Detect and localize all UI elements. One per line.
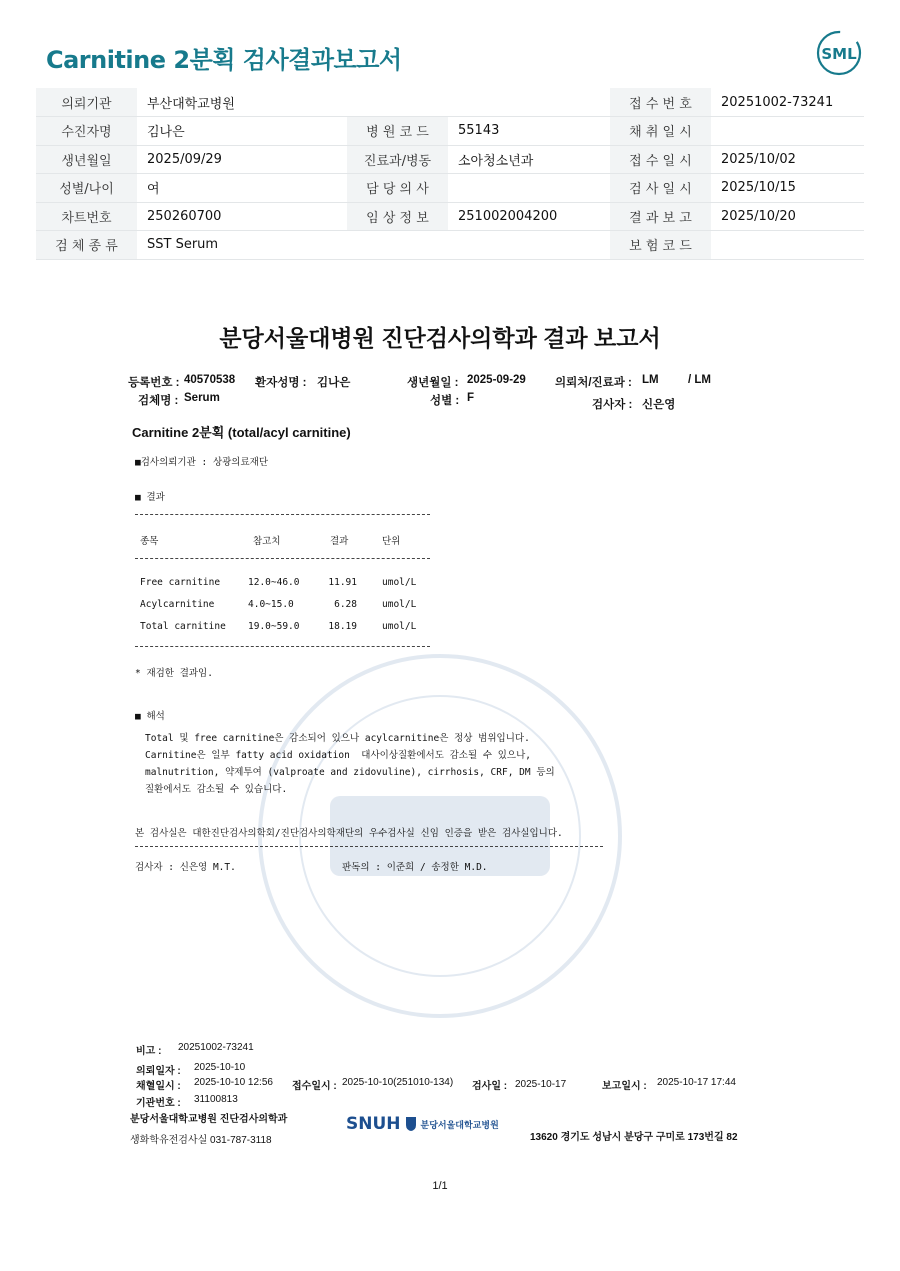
page-number: 1/1 bbox=[432, 1180, 448, 1192]
snuh-logo bbox=[346, 1114, 499, 1134]
divider bbox=[135, 846, 603, 847]
info-value bbox=[448, 174, 610, 203]
result-ref: 19.0~59.0 bbox=[248, 621, 300, 632]
patient-name-label: 환자성명 : bbox=[255, 377, 307, 389]
info-label: 진료과/병동 bbox=[347, 145, 448, 174]
info-label: 임 상 정 보 bbox=[347, 202, 448, 231]
results-heading: ■ 결과 bbox=[135, 492, 165, 503]
interp-line: 질환에서도 감소될 수 있습니다. bbox=[145, 784, 288, 795]
info-label bbox=[347, 88, 448, 117]
shield-icon bbox=[405, 1116, 417, 1132]
info-label: 검 체 종 류 bbox=[36, 231, 137, 260]
col-item-header: 종목 bbox=[140, 536, 159, 547]
info-row bbox=[36, 231, 864, 260]
snuh-logo-subtitle: 분당서울대학교병원 bbox=[420, 1119, 499, 1130]
inst-label: 기관번호 : bbox=[136, 1098, 181, 1109]
info-label: 검 사 일 시 bbox=[610, 174, 711, 203]
info-value: 55143 bbox=[448, 117, 610, 146]
info-label: 수진자명 bbox=[36, 117, 137, 146]
collect-label: 채혈일시 : bbox=[136, 1081, 181, 1092]
info-value: SST Serum bbox=[137, 231, 347, 260]
result-ref: 12.0~46.0 bbox=[248, 577, 300, 588]
address: 13620 경기도 성남시 분당구 구미로 173번길 82 bbox=[530, 1132, 738, 1143]
result-item: Acylcarnitine bbox=[140, 599, 215, 610]
result-result: 6.28 bbox=[334, 599, 357, 610]
info-value: 여 bbox=[137, 174, 347, 203]
test-date-value: 2025-10-17 bbox=[515, 1079, 567, 1090]
collect-value: 2025-10-10 12:56 bbox=[194, 1077, 273, 1088]
info-value bbox=[448, 88, 610, 117]
info-label: 병 원 코 드 bbox=[347, 117, 448, 146]
info-value: 251002004200 bbox=[448, 202, 610, 231]
col-result-header: 결과 bbox=[330, 536, 349, 547]
info-value bbox=[711, 117, 864, 146]
info-value: 2025/10/20 bbox=[711, 202, 864, 231]
interp-heading: ■ 해석 bbox=[135, 711, 165, 722]
signer-line: 검사자 : 신은영 M.T. bbox=[135, 862, 236, 873]
info-label: 성별/나이 bbox=[36, 174, 137, 203]
info-row bbox=[36, 174, 864, 203]
report-date-label: 보고일시 : bbox=[602, 1081, 647, 1092]
divider bbox=[135, 646, 430, 647]
birth-label: 생년월일 : bbox=[407, 377, 459, 389]
info-value: 김나은 bbox=[137, 117, 347, 146]
tester-label: 검사자 : bbox=[592, 399, 633, 411]
result-ref: 4.0~15.0 bbox=[248, 599, 294, 610]
info-value: 2025/09/29 bbox=[137, 145, 347, 174]
dept-value: LM bbox=[642, 374, 659, 386]
interp-line: Total 및 free carnitine은 감소되어 있으나 acylcarnitine은 정상 범위입니다. bbox=[145, 733, 530, 744]
lab-name: 생화학유전검사실 031-787-3118 bbox=[130, 1135, 272, 1146]
col-unit-header: 단위 bbox=[382, 536, 401, 547]
info-value: 2025/10/15 bbox=[711, 174, 864, 203]
info-label: 결 과 보 고 bbox=[610, 202, 711, 231]
interp-line: malnutrition, 약제투여 (valproate and zidovuline), cirrhosis, CRF, DM 등의 bbox=[145, 767, 555, 778]
result-unit: umol/L bbox=[382, 621, 417, 632]
info-label: 담 당 의 사 bbox=[347, 174, 448, 203]
info-value bbox=[448, 231, 610, 260]
info-value: 20251002-73241 bbox=[711, 88, 864, 117]
sex-label: 성별 : bbox=[430, 395, 460, 407]
lab-report-image bbox=[120, 296, 760, 1196]
col-ref-header: 참고치 bbox=[253, 536, 281, 547]
inst-value: 31100813 bbox=[194, 1094, 238, 1105]
info-value: 2025/10/02 bbox=[711, 145, 864, 174]
patient-name-value: 김나은 bbox=[317, 377, 351, 389]
info-label: 접 수 일 시 bbox=[610, 145, 711, 174]
info-label: 차트번호 bbox=[36, 202, 137, 231]
info-value: 부산대학교병원 bbox=[137, 88, 347, 117]
result-result: 18.19 bbox=[328, 621, 357, 632]
specimen-label: 검체명 : bbox=[138, 395, 179, 407]
report-title: 분당서울대병원 진단검사의학과 결과 보고서 bbox=[219, 325, 661, 351]
sml-logo-text: SML bbox=[821, 45, 857, 63]
info-row bbox=[36, 117, 864, 146]
result-item: Free carnitine bbox=[140, 577, 221, 588]
info-label: 생년월일 bbox=[36, 145, 137, 174]
reg-number-value: 40570538 bbox=[184, 374, 236, 386]
result-unit: umol/L bbox=[382, 577, 417, 588]
report-date-value: 2025-10-17 17:44 bbox=[657, 1077, 736, 1088]
divider bbox=[135, 514, 430, 515]
receipt-label: 접수일시 : bbox=[292, 1081, 337, 1092]
specimen-value: Serum bbox=[184, 392, 220, 404]
remark-value: 20251002-73241 bbox=[178, 1042, 254, 1053]
req-date-value: 2025-10-10 bbox=[194, 1062, 246, 1073]
report-header-title: Carnitine 2분획 검사결과보고서 bbox=[46, 46, 402, 74]
info-row bbox=[36, 202, 864, 231]
info-label: 보 험 코 드 bbox=[610, 231, 711, 260]
info-row bbox=[36, 88, 864, 117]
info-label: 채 취 일 시 bbox=[610, 117, 711, 146]
snuh-logo-text: SNUH bbox=[346, 1114, 401, 1134]
receipt-value: 2025-10-10(251010-134) bbox=[342, 1077, 454, 1088]
info-value bbox=[711, 231, 864, 260]
sml-logo-icon bbox=[816, 30, 862, 76]
reg-number-label: 등록번호 : bbox=[128, 377, 180, 389]
birth-value: 2025-09-29 bbox=[467, 374, 526, 386]
result-unit: umol/L bbox=[382, 599, 417, 610]
divider bbox=[135, 558, 430, 559]
sex-value: F bbox=[467, 392, 475, 404]
judge-line: 판독의 : 이준희 / 송정한 M.D. bbox=[342, 862, 488, 873]
referral-org: ■검사의뢰기관 : 상광의료재단 bbox=[135, 457, 269, 468]
test-date-label: 검사일 : bbox=[472, 1081, 508, 1092]
patient-info-table bbox=[36, 88, 864, 260]
info-value: 소아청소년과 bbox=[448, 145, 610, 174]
interp-line: Carnitine은 일부 fatty acid oxidation 대사이상질환에서도 감소될 수 있으나, bbox=[145, 750, 531, 761]
info-label bbox=[347, 231, 448, 260]
req-date-label: 의뢰일자 : bbox=[136, 1066, 181, 1077]
info-value: 250260700 bbox=[137, 202, 347, 231]
tester-value: 신은영 bbox=[642, 399, 676, 411]
dept-label: 의뢰처/진료과 : bbox=[555, 377, 632, 389]
test-name: Carnitine 2분획 (total/acyl carnitine) bbox=[132, 425, 351, 440]
certification-note: 본 검사실은 대한진단검사의학회/진단검사의학재단의 우수검사실 신임 인증을 받은 검사실입니다. bbox=[135, 828, 563, 839]
info-label: 접 수 번 호 bbox=[610, 88, 711, 117]
info-row bbox=[36, 145, 864, 174]
retest-note: * 재검한 결과임. bbox=[135, 668, 213, 679]
dept-name: 분당서울대학교병원 진단검사의학과 bbox=[130, 1114, 288, 1125]
result-item: Total carnitine bbox=[140, 621, 226, 632]
result-result: 11.91 bbox=[328, 577, 357, 588]
dept-value-2: / LM bbox=[688, 374, 711, 386]
remark-label: 비고 : bbox=[136, 1046, 162, 1057]
info-label: 의뢰기관 bbox=[36, 88, 137, 117]
